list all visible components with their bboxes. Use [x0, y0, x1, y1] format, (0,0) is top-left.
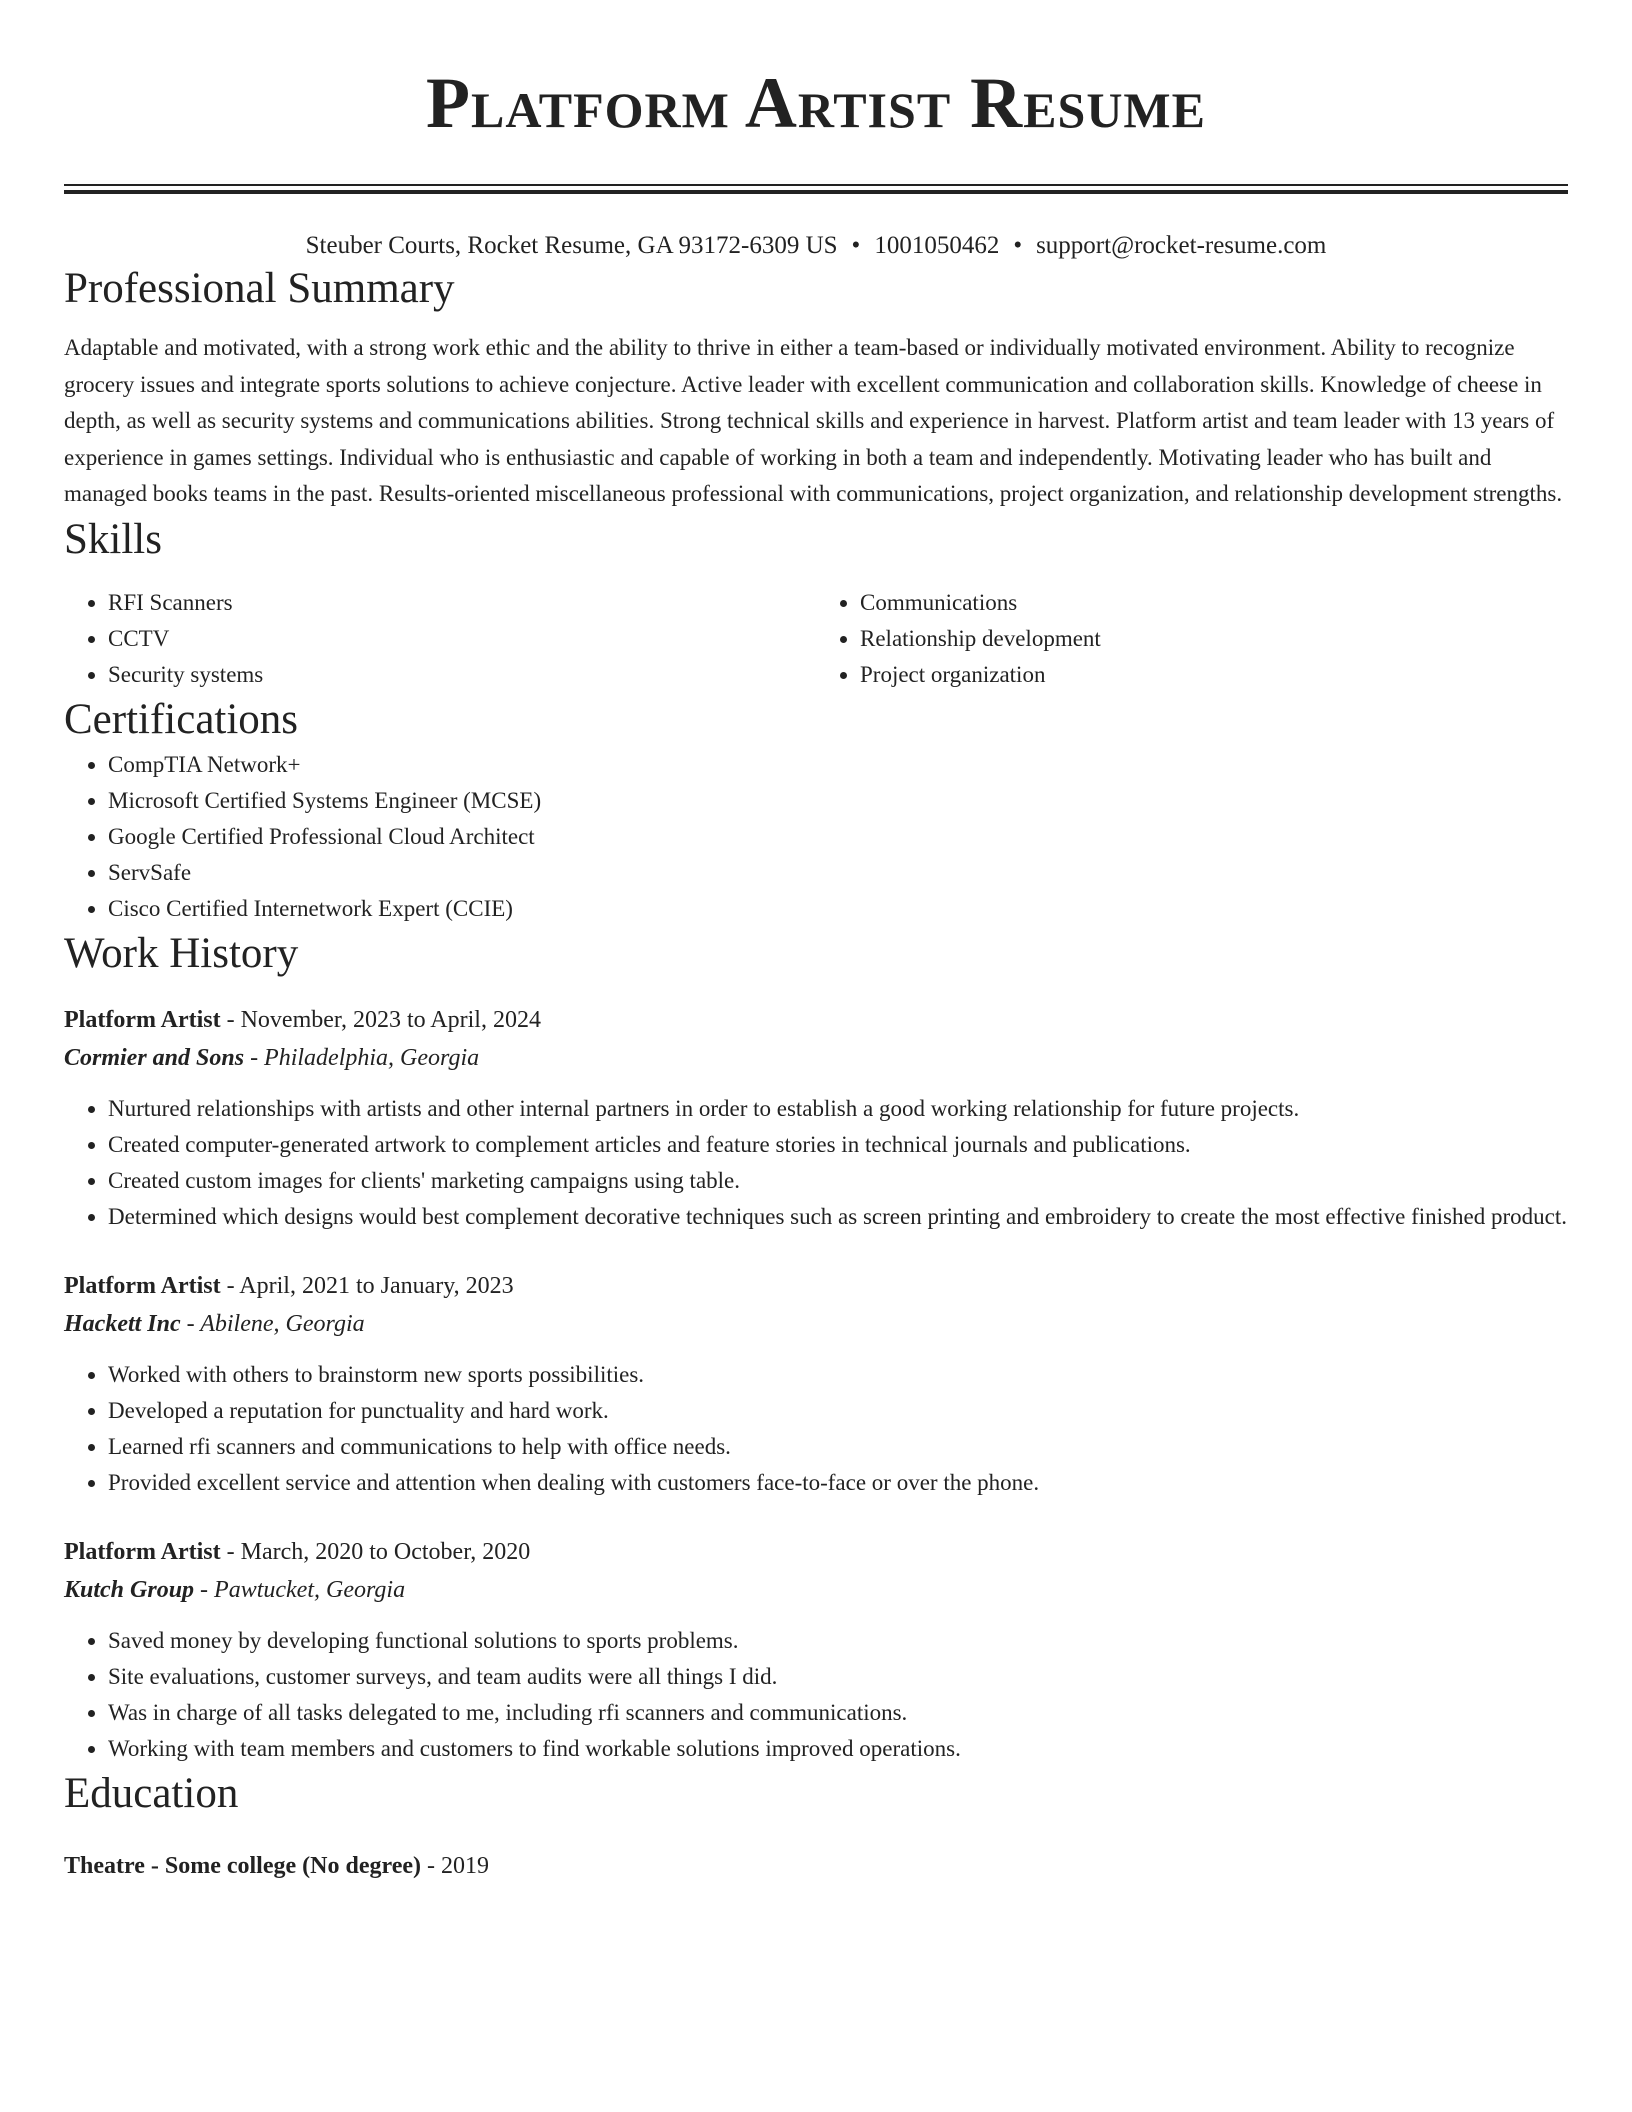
work-history-heading: Work History	[64, 929, 299, 977]
job-duty-item: • Provided excellent service and attention when dealing with customers face-to-face or over the phone.	[108, 1465, 1568, 1501]
skills-heading: Skills	[64, 515, 162, 563]
job-location: - Pawtucket, Georgia	[194, 1576, 406, 1603]
contact-address: Steuber Courts, Rocket Resume, GA 93172-6309 US	[305, 232, 838, 259]
certification-item: • CompTIA Network+	[108, 747, 1568, 783]
job-dates: - November, 2023 to April, 2024	[220, 1006, 541, 1033]
job-duties	[64, 1623, 1568, 1767]
certification-item: • Cisco Certified Internetwork Expert (CCIE)	[108, 891, 1568, 927]
contact-separator: •	[851, 232, 861, 259]
job-company: Cormier and Sons	[64, 1044, 245, 1071]
job-entry	[64, 1267, 1568, 1501]
job-duty-item: • Created computer-generated artwork to complement articles and feature stories in technical journals and publications.	[108, 1127, 1568, 1163]
job-company-line	[64, 1039, 1568, 1077]
job-title-line	[64, 1533, 1568, 1571]
job-duty-item: • Saved money by developing functional solutions to sports problems.	[108, 1623, 1568, 1659]
job-company: Hackett Inc	[64, 1310, 181, 1337]
job-role: Platform Artist	[64, 1272, 221, 1299]
education-degree: Theatre - Some college (No degree)	[64, 1852, 421, 1879]
certifications-list	[64, 747, 1568, 927]
job-duty-item: • Worked with others to brainstorm new sports possibilities.	[108, 1357, 1568, 1393]
skill-item: • Communications	[860, 585, 1568, 621]
job-company-line	[64, 1571, 1568, 1609]
resume-title: Platform Artist Resume	[426, 63, 1206, 143]
job-dates: - April, 2021 to January, 2023	[220, 1272, 514, 1299]
summary-text: Adaptable and motivated, with a strong work ethic and the ability to thrive in either a team-based or individually motivated environment. Ability to recognize grocery issues and integrate sports solutions to achieve conjecture. Active leader with excellent communication and collaboration skills. Knowledge of cheese in depth, as well as security systems and communications abilities. Strong technical skills and experience in harvest. Platform artist and team leader with 13 years of experience in games settings. Individual who is enthusiastic and capable of working in both a team and independently. Motivating leader who has built and managed books teams in the past. Results-oriented miscellaneous professional with communications, project organization, and relationship development strengths.	[64, 335, 1563, 506]
job-company-line	[64, 1305, 1568, 1343]
job-duty-item: • Nurtured relationships with artists and other internal partners in order to establish a good working relationship for future projects.	[108, 1091, 1568, 1127]
job-location: - Abilene, Georgia	[180, 1310, 365, 1337]
skills-column-left	[64, 585, 816, 693]
job-role: Platform Artist	[64, 1006, 221, 1033]
education-heading: Education	[64, 1769, 239, 1817]
contact-email: support@rocket-resume.com	[1036, 232, 1327, 259]
education-entry	[64, 1847, 1568, 1885]
skill-item: • Relationship development	[860, 621, 1568, 657]
summary-heading: Professional Summary	[64, 265, 455, 312]
job-role: Platform Artist	[64, 1538, 221, 1565]
title-divider	[64, 184, 1568, 194]
certification-item: • ServSafe	[108, 855, 1568, 891]
skill-item: • CCTV	[108, 621, 816, 657]
skills-column-right	[816, 585, 1568, 693]
certification-item: • Microsoft Certified Systems Engineer (MCSE)	[108, 783, 1568, 819]
skill-item: • Project organization	[860, 657, 1568, 693]
job-duties	[64, 1091, 1568, 1235]
skill-item: • RFI Scanners	[108, 585, 816, 621]
job-duty-item: • Learned rfi scanners and communications to help with office needs.	[108, 1429, 1568, 1465]
skills-list	[64, 585, 1568, 693]
job-duty-item: • Developed a reputation for punctuality and hard work.	[108, 1393, 1568, 1429]
job-entry	[64, 1001, 1568, 1235]
job-entry	[64, 1533, 1568, 1767]
job-duty-item: • Site evaluations, customer surveys, and team audits were all things I did.	[108, 1659, 1568, 1695]
job-duty-item: • Working with team members and customers to find workable solutions improved operations.	[108, 1731, 1568, 1767]
job-title-line	[64, 1267, 1568, 1305]
job-location: - Philadelphia, Georgia	[244, 1044, 480, 1071]
certification-item: • Google Certified Professional Cloud Architect	[108, 819, 1568, 855]
contact-separator: •	[1013, 232, 1023, 259]
education-year: - 2019	[421, 1852, 489, 1879]
job-company: Kutch Group	[64, 1576, 195, 1603]
job-duties	[64, 1357, 1568, 1501]
job-dates: - March, 2020 to October, 2020	[220, 1538, 531, 1565]
job-duty-item: • Created custom images for clients' marketing campaigns using table.	[108, 1163, 1568, 1199]
contact-line	[64, 230, 1568, 262]
job-duty-item: • Was in charge of all tasks delegated to me, including rfi scanners and communications.	[108, 1695, 1568, 1731]
job-title-line	[64, 1001, 1568, 1039]
job-duty-item: • Determined which designs would best complement decorative techniques such as screen printing and embroidery to create the most effective finished product.	[108, 1199, 1568, 1235]
skill-item: • Security systems	[108, 657, 816, 693]
certifications-heading: Certifications	[64, 695, 299, 743]
contact-phone: 1001050462	[874, 232, 1000, 259]
